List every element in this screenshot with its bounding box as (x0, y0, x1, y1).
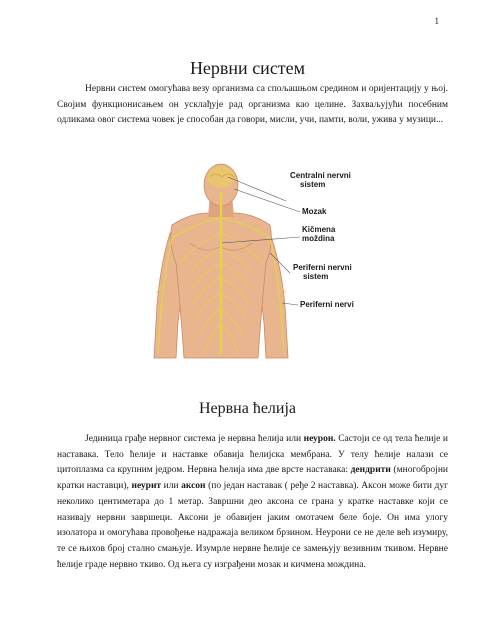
nerve-cell-paragraph-text: Јединица грађе нервног система је нервна ћелија или неурон. Састоји се од тела ћелије и наставака. Тело ћелије и наставке обавија ћелијска мембрана. У телу ћелије налази се цитоплазма са крупним једром. Нервна ћелија има две врсте наставака: дендрити (многобројни кратки наставци), неурит или аксон (по један наставак ( ређе 2 наставка). Аксон може бити дуг неколико центиметара до 1 метар. Завршни део аксона се грана у кратке наставке који се називају нервни завршеци. Аксони је обавијен јаким омотачем беле боје. Он има улогу изолатора и омогућава провођење надражаја великом брзином. Неурони се не деле већ изумиру, те се њихов број стално смањује. Изумрле нервне ћелије се замењују везивним ткивом. Нервне ћелије граде нервно ткиво. Од њега су изграђени мозак и кичмена мождина. (57, 434, 449, 570)
section-title-nerve-cell: Нервна ћелија (198, 400, 297, 417)
section-title-nervous-system: Нервни систем (189, 58, 306, 78)
label-central-nervous-system: Centralni nervni sistem (290, 171, 351, 189)
term-neuron: неурон. (303, 434, 336, 444)
intro-paragraph (57, 82, 448, 129)
label-peripheral-nervous-system: Periferni nervni sistem (293, 263, 352, 281)
intro-paragraph-text: Нервни систем омогућава везу организма са спољашњом средином и оријентацију у њој. Својим функционисањем он усклађује рад организма као целине. Захваљујући посебним одликама овог система човек је способан да говори, мисли, учи, памти, воли, ужива у музици... (57, 84, 448, 126)
nerve-cell-paragraph (57, 432, 448, 573)
term-axon: аксон (181, 481, 206, 492)
term-dendrites: дендрити (350, 465, 391, 476)
label-brain: Mozak (302, 207, 327, 216)
label-spinal-cord: Kičmena moždina (302, 225, 336, 243)
term-neurite: неурит (131, 481, 162, 492)
label-peripheral-nerves: Periferni nervi (300, 300, 354, 309)
nervous-system-illustration (150, 163, 365, 363)
page-number: 1 (434, 16, 439, 26)
